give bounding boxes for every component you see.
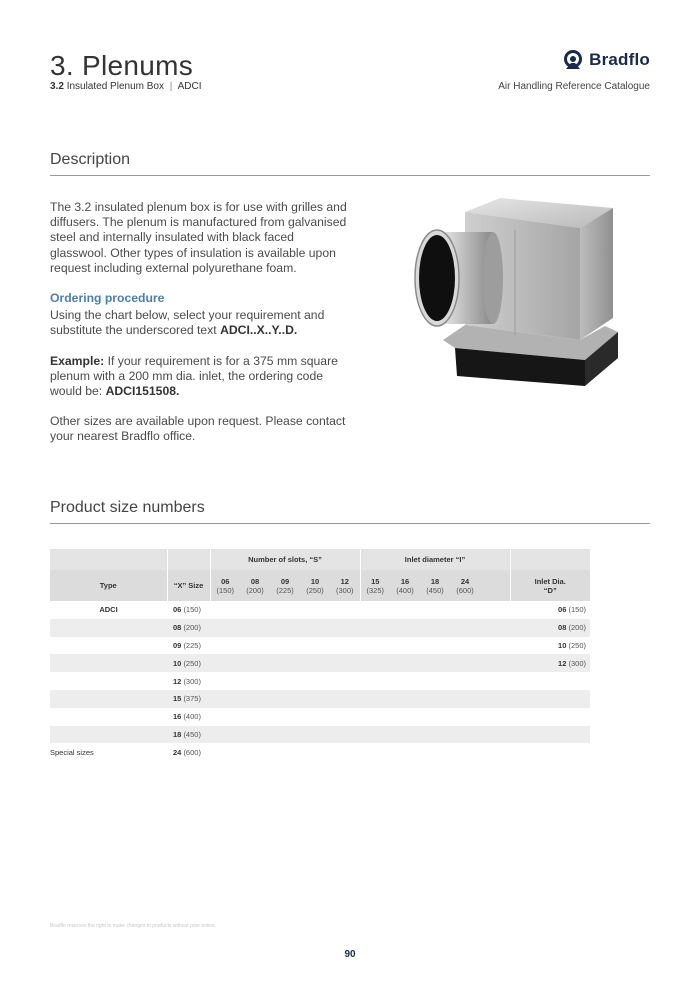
row-type: [50, 708, 167, 726]
row-inlet-dia: [510, 672, 590, 690]
row-inlet-dia: 08 (200): [510, 619, 590, 637]
row-type: Special sizes: [50, 747, 94, 757]
table-group-header: [50, 549, 590, 570]
section-divider: [50, 175, 650, 176]
bradflo-logo-icon: [563, 50, 583, 70]
table-row: [50, 672, 590, 690]
row-inlet-dia: 12 (300): [510, 654, 590, 672]
row-type: [50, 637, 167, 655]
row-type: [50, 672, 167, 690]
ordering-paragraph: [50, 308, 350, 338]
row-x-size: 18 (450): [167, 726, 210, 744]
slots-group-header: Number of slots, “S”: [210, 549, 360, 570]
type-header: Type: [50, 570, 167, 601]
row-type: [50, 726, 167, 744]
inlet-col-header: 16 (400): [390, 570, 420, 601]
row-type: [50, 654, 167, 672]
row-x-size: 12 (300): [173, 676, 201, 686]
inlet-group-header: Inlet diameter “I”: [360, 549, 510, 570]
product-code: ADCI: [177, 81, 202, 92]
row-type: [50, 619, 167, 637]
description-body: [50, 200, 350, 460]
ordering-text: Using the chart below, select your requirement and substitute the underscored text: [50, 308, 325, 338]
table-row: [50, 619, 590, 637]
inlet-col-header: 24 (600): [450, 570, 480, 601]
slot-col-header: 09 (225): [270, 570, 300, 601]
row-type: [50, 690, 167, 708]
row-inlet-dia: [510, 690, 590, 708]
table-row: [50, 743, 590, 761]
section-number: 3.2: [50, 81, 64, 92]
inlet-col-header: 15 (325): [360, 570, 390, 601]
row-x-size: 09 (225): [173, 640, 201, 650]
row-x-size: 15 (375): [167, 690, 210, 708]
example-text: If your requirement is for a 375 mm square plenum with a 200 mm dia. inlet, the ordering code would be:: [50, 353, 338, 399]
row-x-size: 10 (250): [167, 654, 210, 672]
slot-col-header: 12 (300): [330, 570, 360, 601]
row-x-size: 24 (600): [173, 747, 201, 757]
table-row: [50, 690, 590, 708]
other-sizes-text: Other sizes are available upon request. Please contact your nearest Bradflo office.: [50, 414, 346, 444]
slot-col-header: 08 (200): [240, 570, 270, 601]
example-code: ADCI151508.: [105, 384, 180, 399]
brand-logo: [563, 50, 650, 70]
brand-name: Bradflo: [589, 50, 650, 69]
subtitle-separator: |: [169, 81, 173, 92]
inlet-dia-header: Inlet Dia. “D”: [510, 570, 590, 601]
table-row: [50, 601, 590, 619]
table-row: [50, 654, 590, 672]
row-inlet-dia: [510, 726, 590, 744]
slot-col-header: 10 (250): [300, 570, 330, 601]
product-sizes-heading: Product size numbers: [50, 499, 205, 516]
example-label: Example:: [50, 353, 105, 368]
row-type: ADCI: [99, 605, 118, 615]
row-inlet-dia: [510, 743, 590, 761]
row-x-size: 06 (150): [173, 605, 201, 615]
description-heading: Description: [50, 151, 131, 168]
page-title: 3. Plenums: [50, 50, 194, 81]
table-row: [50, 637, 590, 655]
ordering-code: ADCI..X..Y..D.: [220, 323, 298, 338]
table-row: [50, 708, 590, 726]
inlet-col-header: 18 (450): [420, 570, 450, 601]
ordering-heading: Ordering procedure: [50, 291, 165, 306]
table-row: [50, 726, 590, 744]
table-column-header: [50, 570, 590, 601]
row-inlet-dia: 10 (250): [558, 640, 586, 650]
slot-col-header: 06 (150): [210, 570, 240, 601]
page-subtitle: [50, 81, 202, 92]
example-paragraph: [50, 354, 350, 400]
row-x-size: 16 (400): [173, 712, 201, 722]
description-intro: The 3.2 insulated plenum box is for use with grilles and diffusers. The plenum is manufactured from galvanised steel and internally insulated with black faced glasswool. Other types of insulation is available upon request including external polyurethane foam.: [50, 200, 347, 275]
plenum-box-image: [405, 190, 620, 390]
section-name: Insulated Plenum Box: [66, 81, 164, 92]
section-divider: [50, 523, 650, 524]
page-number: 90: [344, 949, 356, 960]
row-inlet-dia: [510, 708, 590, 726]
catalogue-title: Air Handling Reference Catalogue: [498, 81, 650, 92]
row-inlet-dia: 06 (150): [558, 605, 586, 615]
product-size-table: [50, 549, 590, 761]
row-x-size: 08 (200): [167, 619, 210, 637]
x-size-header: “X” Size: [167, 570, 210, 601]
footer-disclaimer: Bradflo reserves the right to make changes to products without prior notice.: [50, 923, 217, 929]
